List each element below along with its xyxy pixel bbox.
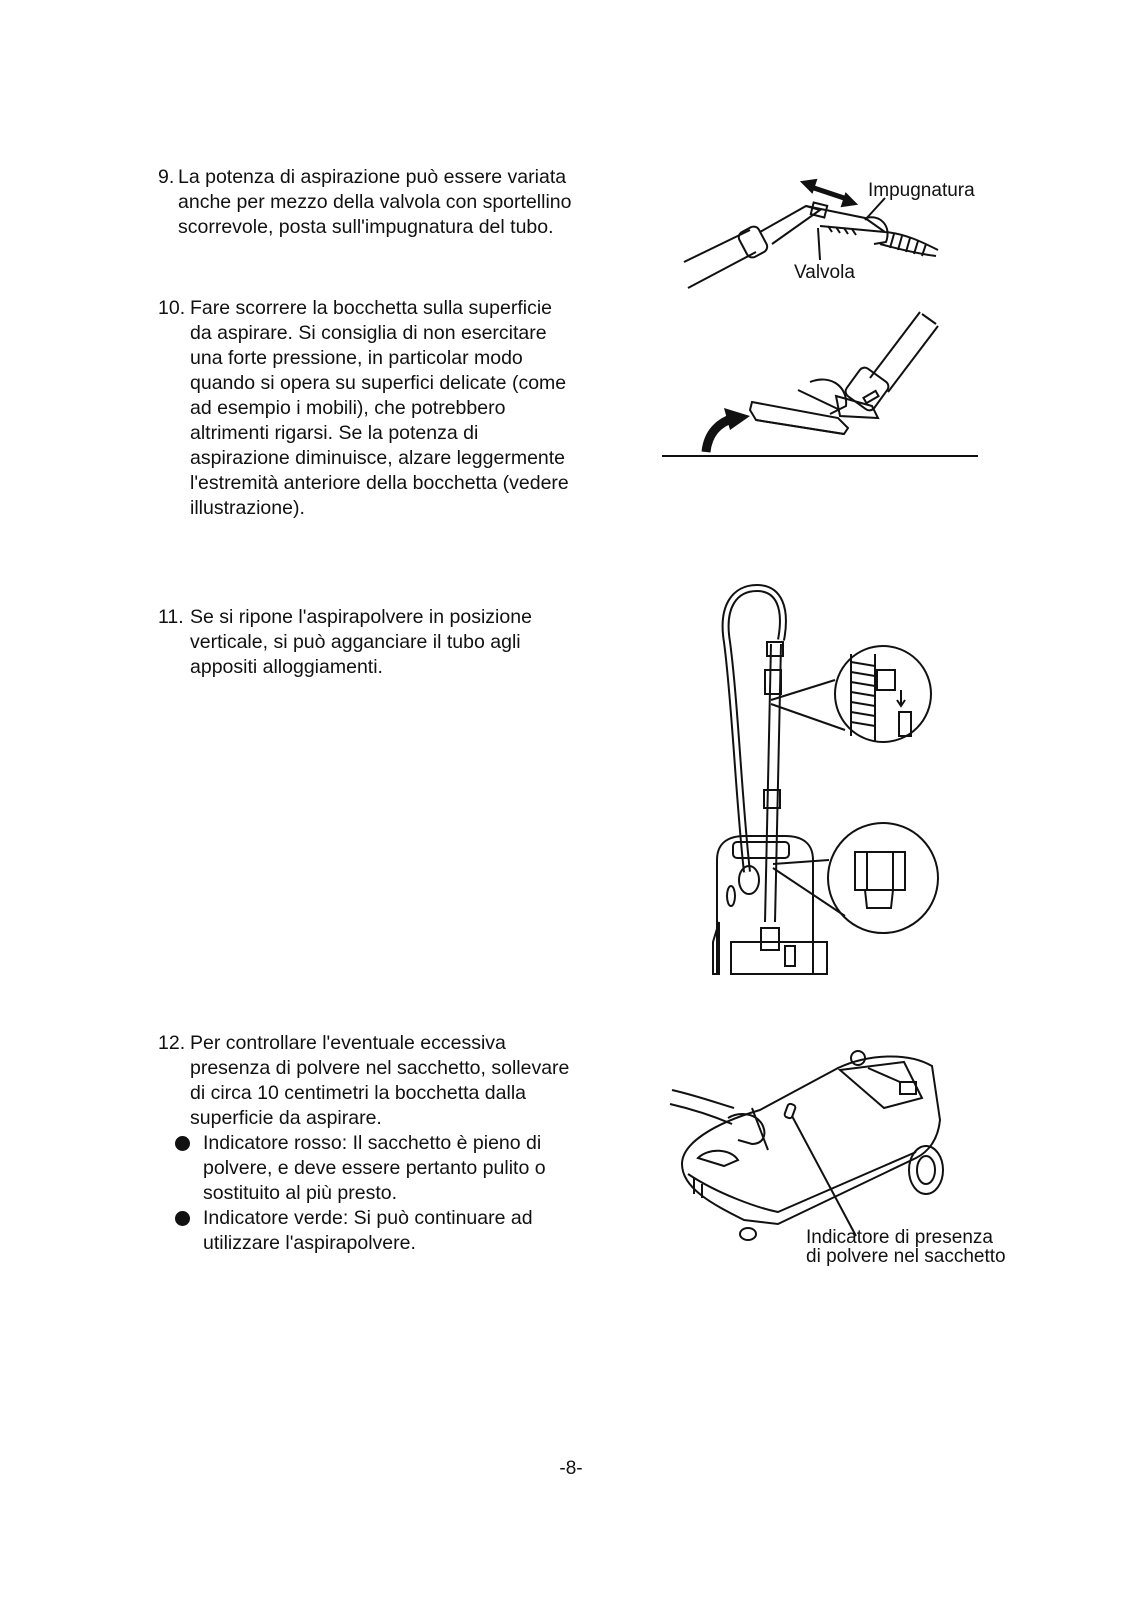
text-line: illustrazione). — [190, 497, 305, 519]
text-line: sostituito al più presto. — [203, 1182, 398, 1204]
text-line: di circa 10 centimetri la bocchetta dalla — [190, 1082, 527, 1104]
text-line: appositi alloggiamenti. — [190, 656, 383, 678]
canister-indicator-illustration — [668, 1048, 958, 1248]
bullet-red-indicator — [175, 1131, 598, 1206]
text-line: La potenza di aspirazione può essere variata — [178, 166, 567, 188]
bullet-green-indicator — [175, 1206, 598, 1256]
text-line: una forte pressione, in particolar modo — [190, 347, 523, 369]
nozzle-tilt-illustration — [660, 310, 982, 460]
text-line: Per controllare l'eventuale eccessiva — [190, 1032, 506, 1054]
indicator-label-line2: di polvere nel sacchetto — [806, 1246, 1006, 1267]
step-number: 9. — [158, 166, 175, 188]
text-line: Indicatore verde: Si può continuare ad — [203, 1207, 533, 1229]
step-9 — [158, 165, 598, 240]
text-line: utilizzare l'aspirapolvere. — [203, 1232, 416, 1254]
text-line: presenza di polvere nel sacchetto, sollevare — [190, 1057, 570, 1079]
text-line: verticale, si può agganciare il tubo agli — [190, 631, 521, 653]
grip-label: Impugnatura — [868, 180, 975, 201]
step-12 — [158, 1031, 598, 1256]
text-line: Fare scorrere la bocchetta sulla superficie — [190, 297, 552, 319]
text-line: superficie da aspirare. — [190, 1107, 382, 1129]
text-line: scorrevole, posta sull'impugnatura del tubo. — [178, 216, 554, 238]
text-line: altrimenti rigarsi. Se la potenza di — [190, 422, 479, 444]
page-number: -8- — [559, 1458, 583, 1479]
text-line: l'estremità anteriore della bocchetta (vedere — [190, 472, 569, 494]
text-line: anche per mezzo della valvola con sportellino — [178, 191, 572, 213]
text-line: polvere, e deve essere pertanto pulito o — [203, 1157, 546, 1179]
text-line: Se si ripone l'aspirapolvere in posizione — [190, 606, 532, 628]
bullet-dot-icon — [175, 1211, 190, 1226]
step-number: 12. — [158, 1032, 186, 1054]
text-line: aspirazione diminuisce, alzare leggermente — [190, 447, 566, 469]
indicator-label-line1: Indicatore di presenza — [806, 1227, 993, 1248]
step-number: 11. — [158, 606, 184, 628]
step-10 — [158, 296, 598, 521]
text-line: Indicatore rosso: Il sacchetto è pieno di — [203, 1132, 542, 1154]
text-line: ad esempio i mobili), che potrebbero — [190, 397, 506, 419]
text-line: da aspirare. Si consiglia di non esercitare — [190, 322, 547, 344]
bullet-dot-icon — [175, 1136, 190, 1151]
valve-label: Valvola — [794, 262, 855, 283]
step-11 — [158, 605, 598, 680]
text-line: quando si opera su superfici delicate (come — [190, 372, 567, 394]
upright-storage-illustration — [705, 582, 945, 977]
step-number: 10. — [158, 297, 186, 319]
